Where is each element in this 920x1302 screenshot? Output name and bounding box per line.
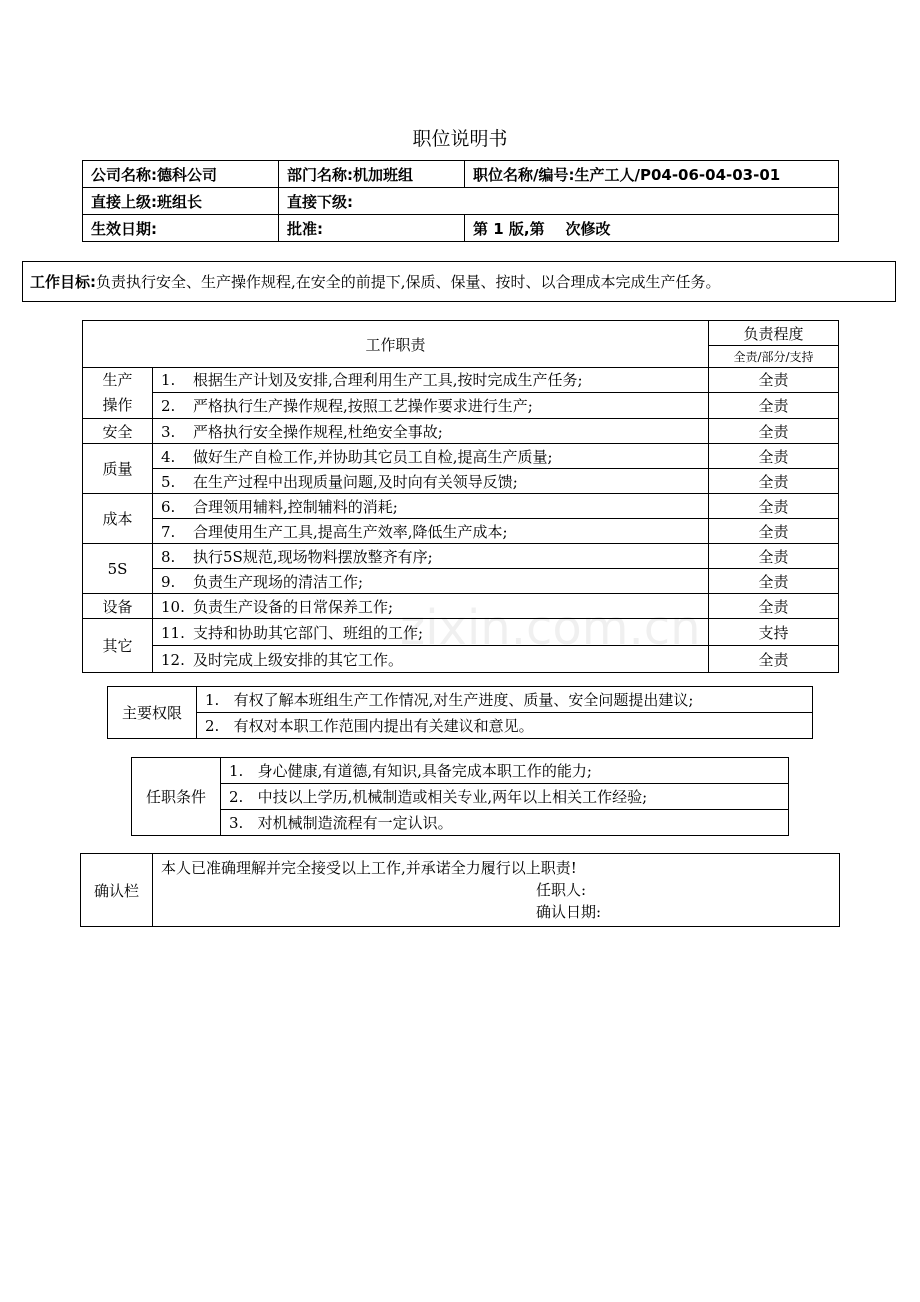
effective-date: 生效日期:	[83, 215, 279, 242]
duty-level: 全责	[709, 368, 839, 393]
direct-superior: 直接上级:班组长	[83, 188, 279, 215]
duty-item: 10. 负责生产设备的日常保养工作;	[153, 594, 709, 619]
company-name: 公司名称:德科公司	[83, 161, 279, 188]
version: 第 1 版,第 次修改	[465, 215, 839, 242]
duty-item: 1. 根据生产计划及安排,合理利用生产工具,按时完成生产任务;	[153, 368, 709, 393]
qualification-item: 3. 对机械制造流程有一定认识。	[221, 810, 789, 836]
qualifications-label: 任职条件	[132, 758, 221, 836]
approval: 批准:	[279, 215, 465, 242]
header-table	[82, 160, 839, 242]
duty-item: 3. 严格执行安全操作规程,杜绝安全事故;	[153, 419, 709, 444]
position-name: 职位名称/编号:生产工人/P04-06-04-03-01	[465, 161, 839, 188]
duty-item: 5. 在生产过程中出现质量问题,及时向有关领导反馈;	[153, 469, 709, 494]
duties-header: 工作职责	[83, 321, 709, 368]
duty-item: 9. 负责生产现场的清洁工作;	[153, 569, 709, 594]
qualification-item: 1. 身心健康,有道德,有知识,具备完成本职工作的能力;	[221, 758, 789, 784]
category-equipment: 设备	[83, 594, 153, 619]
category-other: 其它	[83, 619, 153, 673]
duty-level: 全责	[709, 419, 839, 444]
duties-table	[82, 320, 839, 673]
authority-item: 2. 有权对本职工作范围内提出有关建议和意见。	[197, 713, 813, 739]
duty-item: 6. 合理领用辅料,控制辅料的消耗;	[153, 494, 709, 519]
duty-level: 全责	[709, 646, 839, 673]
work-goal-text: 负责执行安全、生产操作规程,在安全的前提下,保质、保量、按时、以合理成本完成生产任务。	[96, 273, 721, 291]
duty-item: 11. 支持和协助其它部门、班组的工作;	[153, 619, 709, 646]
category-production: 生产 操作	[83, 368, 153, 419]
confirmation-statement: 本人已准确理解并完全接受以上工作,并承诺全力履行以上职责!	[161, 859, 577, 877]
duty-level: 全责	[709, 469, 839, 494]
category-safety: 安全	[83, 419, 153, 444]
department-name: 部门名称:机加班组	[279, 161, 465, 188]
authority-label: 主要权限	[108, 687, 197, 739]
employee-signature[interactable]: 任职人:	[536, 881, 587, 899]
confirmation-date[interactable]: 确认日期:	[536, 903, 602, 921]
duty-level: 全责	[709, 519, 839, 544]
duty-item: 8. 执行5S规范,现场物料摆放整齐有序;	[153, 544, 709, 569]
confirmation-content	[153, 854, 840, 927]
confirmation-label: 确认栏	[81, 854, 153, 927]
duty-level: 全责	[709, 544, 839, 569]
authority-table	[107, 686, 813, 739]
duty-item: 12. 及时完成上级安排的其它工作。	[153, 646, 709, 673]
duty-level: 全责	[709, 392, 839, 418]
authority-item: 1. 有权了解本班组生产工作情况,对生产进度、质量、安全问题提出建议;	[197, 687, 813, 713]
duty-level: 全责	[709, 594, 839, 619]
duty-level: 全责	[709, 444, 839, 469]
category-cost: 成本	[83, 494, 153, 544]
duty-level: 支持	[709, 619, 839, 646]
qualifications-table	[131, 757, 789, 836]
qualification-item: 2. 中技以上学历,机械制造或相关专业,两年以上相关工作经验;	[221, 784, 789, 810]
duty-item: 4. 做好生产自检工作,并协助其它员工自检,提高生产质量;	[153, 444, 709, 469]
duty-item: 2. 严格执行生产操作规程,按照工艺操作要求进行生产;	[153, 392, 709, 418]
level-header: 负责程度	[709, 321, 839, 346]
duty-level: 全责	[709, 494, 839, 519]
work-goal-label: 工作目标:	[30, 273, 96, 291]
duty-item: 7. 合理使用生产工具,提高生产效率,降低生产成本;	[153, 519, 709, 544]
category-5s: 5S	[83, 544, 153, 594]
watermark: zixin.com.cn	[400, 600, 701, 656]
page-title: 职位说明书	[412, 128, 508, 150]
confirmation-table	[80, 853, 840, 927]
level-options: 全责/部分/支持	[709, 346, 839, 368]
work-goal	[22, 261, 896, 302]
direct-subordinate: 直接下级:	[279, 188, 839, 215]
duty-level: 全责	[709, 569, 839, 594]
category-quality: 质量	[83, 444, 153, 494]
